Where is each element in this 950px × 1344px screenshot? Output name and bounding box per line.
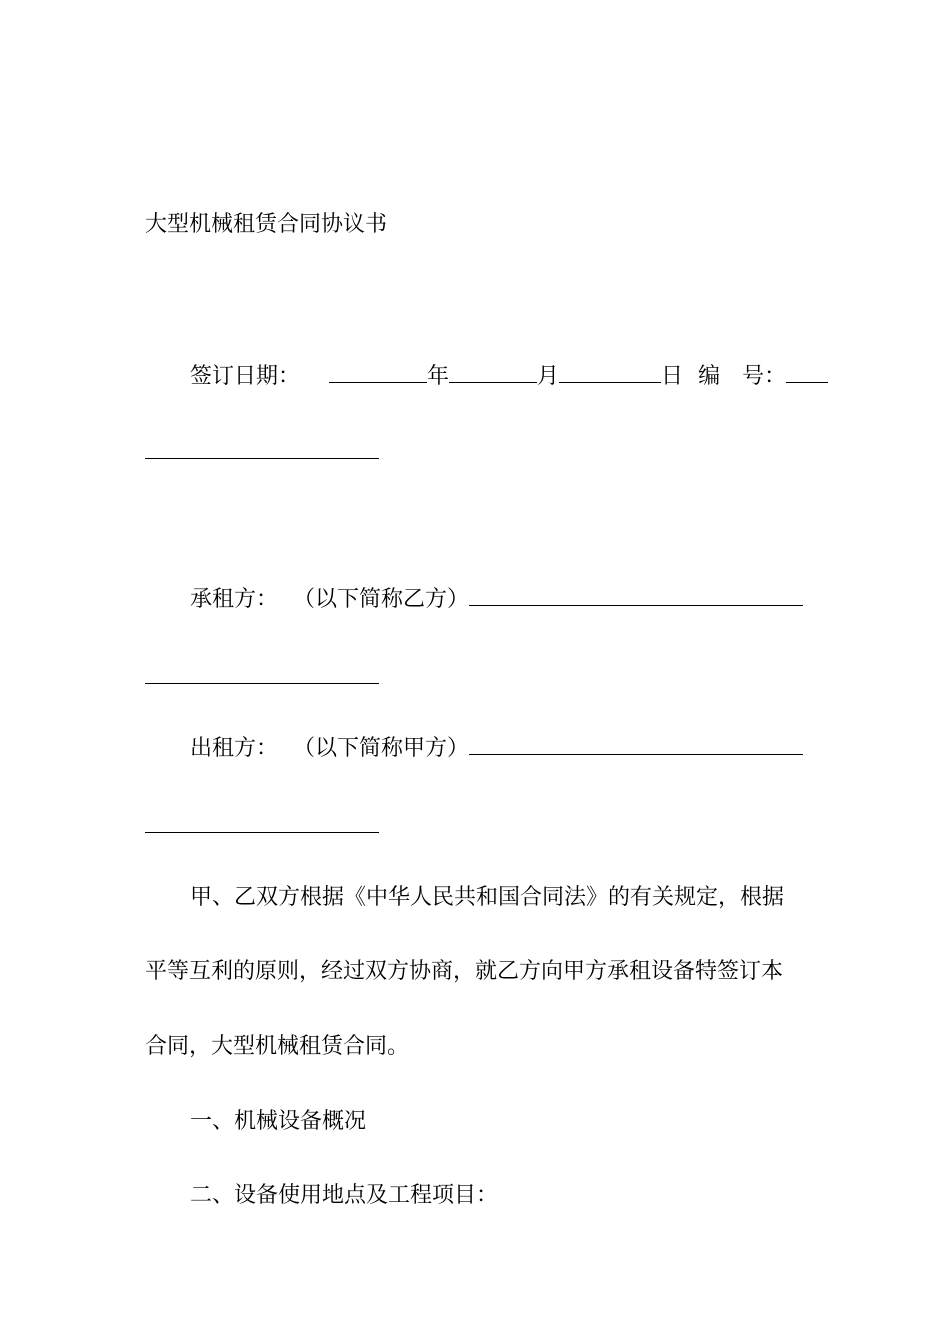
- lessor-continuation-rule: [145, 832, 379, 833]
- intro-paragraph-line-2: 平等互利的原则，经过双方协商，就乙方向甲方承租设备特签订本: [145, 959, 784, 984]
- number-continuation-rule: [145, 458, 379, 459]
- sign-date-label: 签订日期：: [190, 364, 301, 389]
- year-blank: [329, 362, 427, 383]
- lessee-note: （以下简称乙方）: [293, 587, 470, 612]
- lessee-line: [190, 585, 803, 615]
- sign-date-line: [190, 362, 828, 392]
- section-heading-2: 二、设备使用地点及工程项目：: [190, 1183, 499, 1208]
- lessor-blank: [469, 734, 803, 755]
- month-label: 月: [537, 364, 560, 389]
- year-label: 年: [427, 364, 450, 389]
- month-blank: [449, 362, 537, 383]
- number-blank: [786, 362, 828, 383]
- intro-paragraph-line-1: 甲、乙双方根据《中华人民共和国合同法》的有关规定，根据: [190, 885, 785, 910]
- intro-paragraph-line-3: 合同，大型机械租赁合同。: [145, 1034, 410, 1059]
- section-heading-1: 一、机械设备概况: [190, 1109, 367, 1134]
- document-title: 大型机械租赁合同协议书: [145, 212, 388, 237]
- lessee-label: 承租方：: [190, 587, 279, 612]
- number-label: 编 号：: [698, 364, 787, 389]
- day-blank: [559, 362, 661, 383]
- day-label: 日: [661, 364, 684, 389]
- lessor-label: 出租方：: [190, 736, 279, 761]
- lessee-blank: [469, 585, 803, 606]
- lessor-line: [190, 734, 803, 764]
- lessee-continuation-rule: [145, 683, 379, 684]
- lessor-note: （以下简称甲方）: [293, 736, 470, 761]
